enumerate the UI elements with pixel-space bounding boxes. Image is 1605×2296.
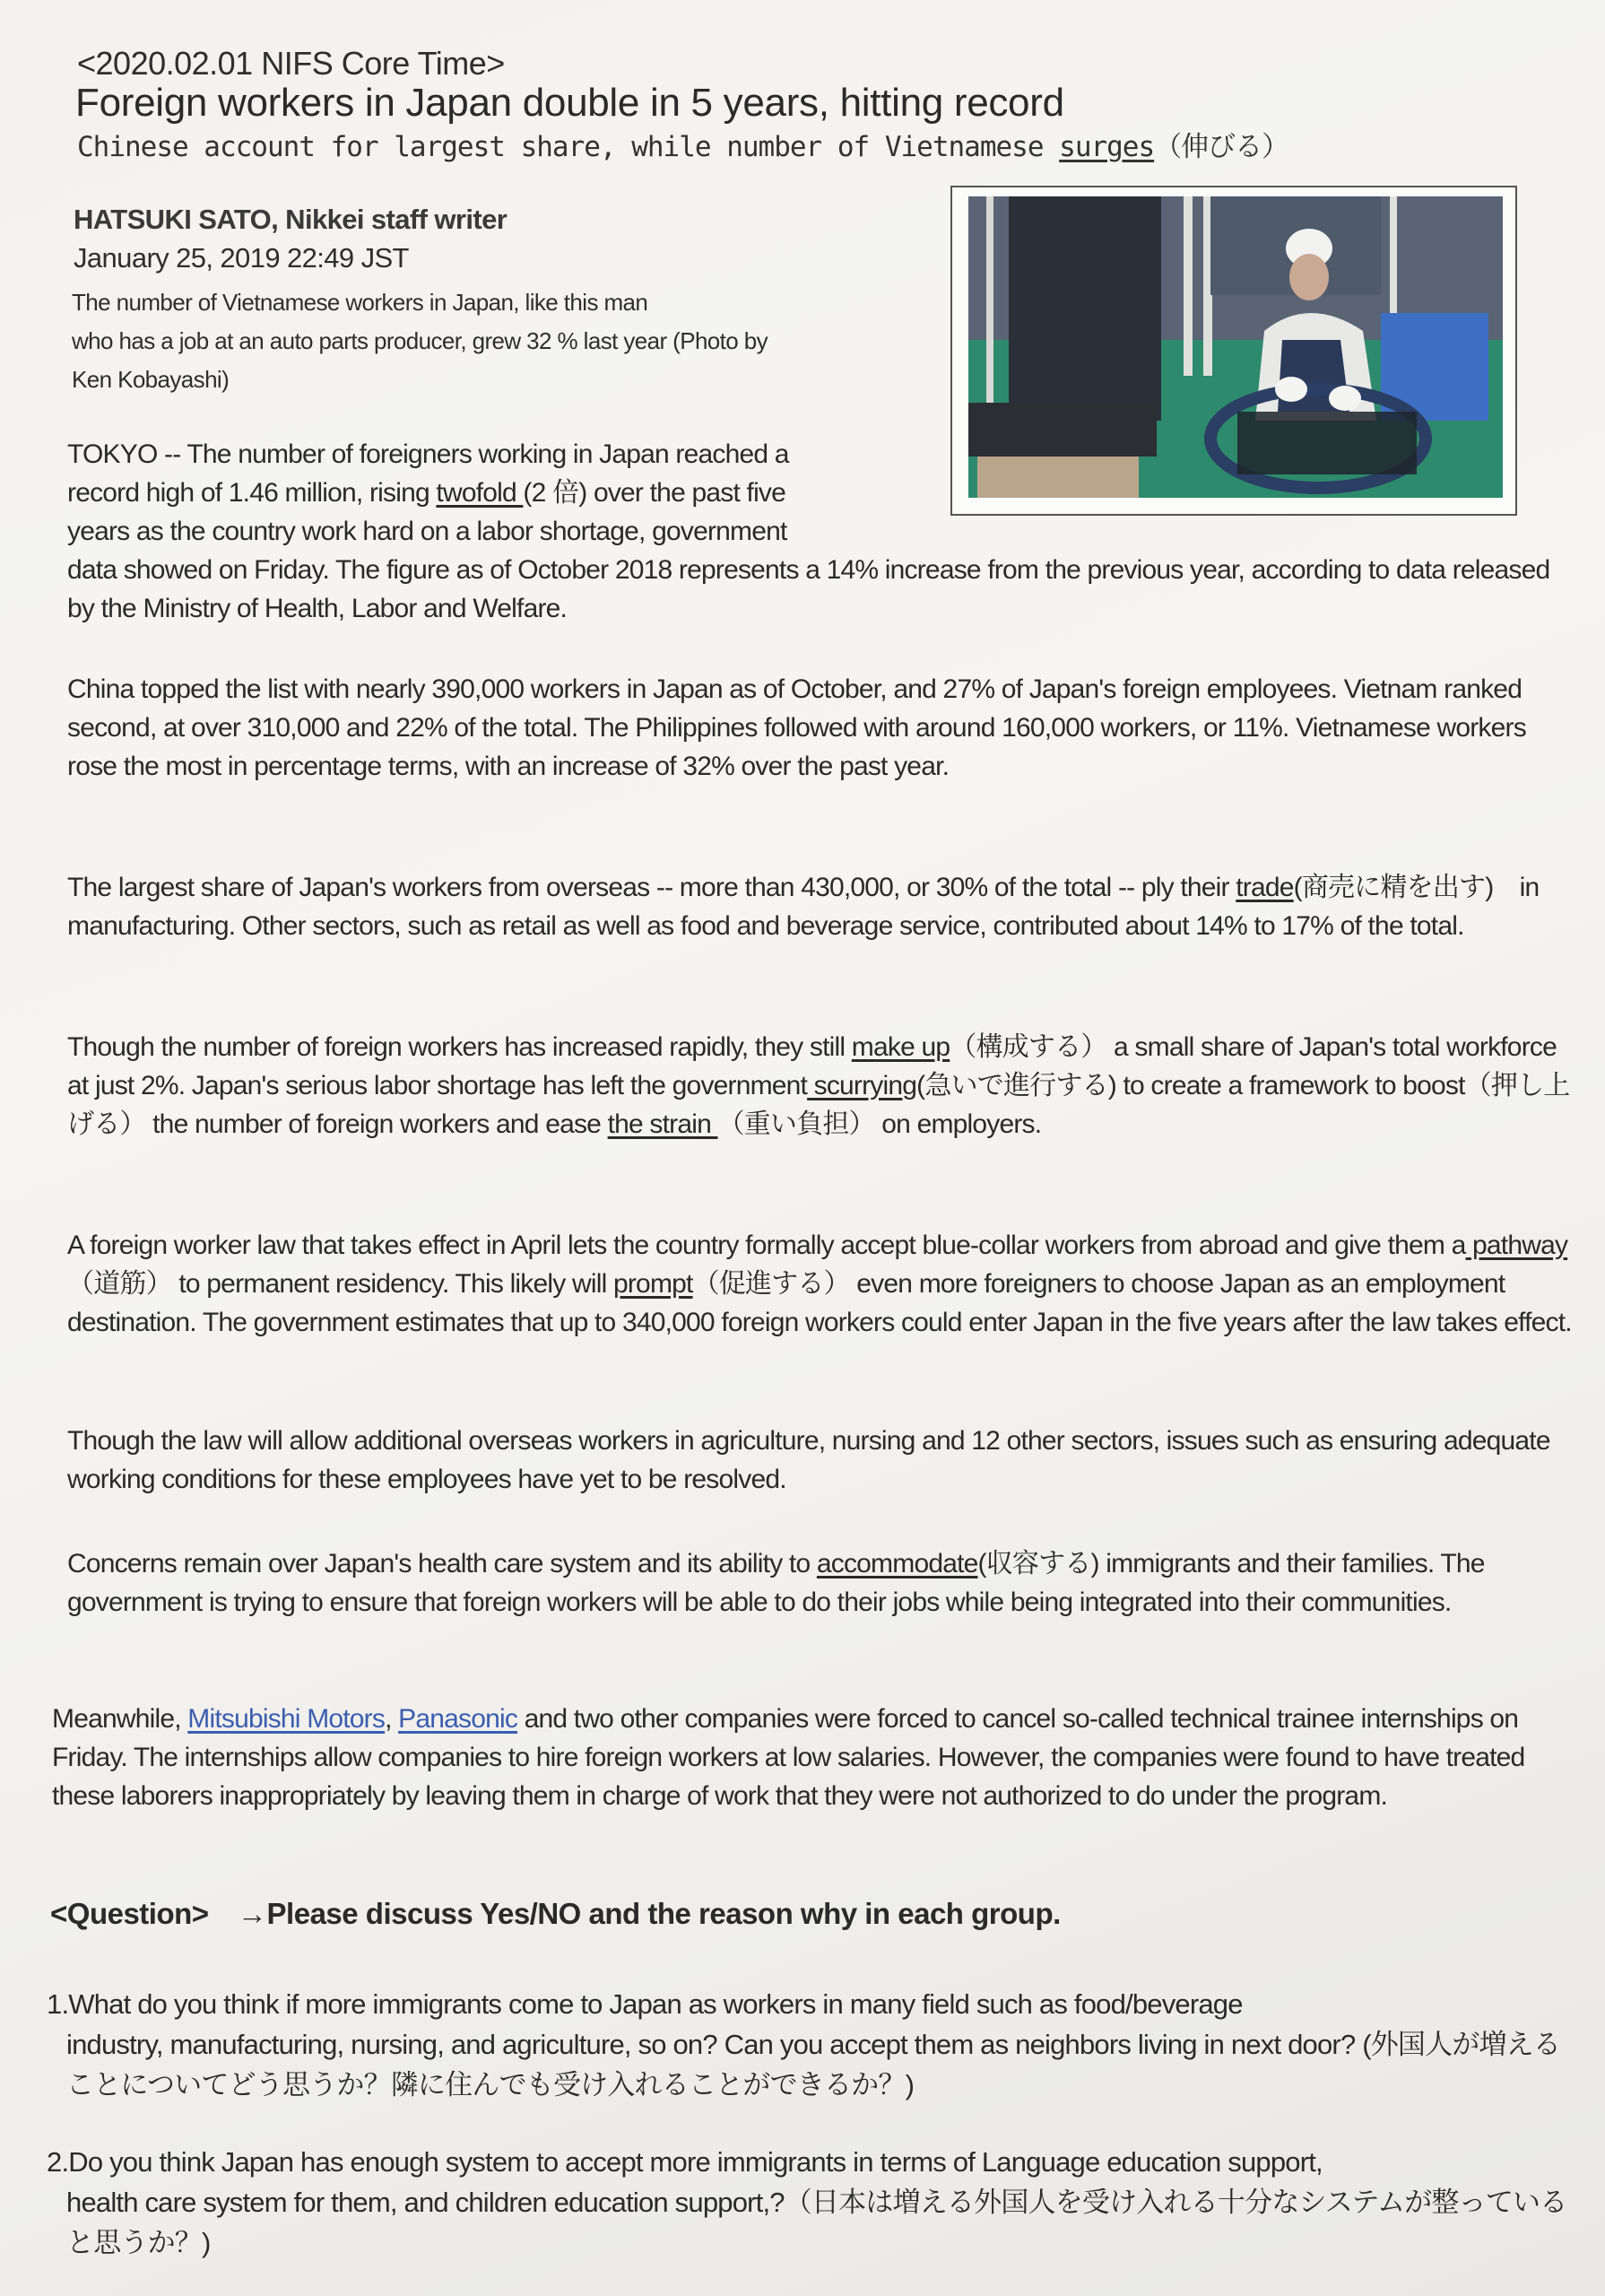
article-paragraph-6: Though the law will allow additional overseas workers in agriculture, nursing and 12 other sectors, issues such as ensuring adequate working conditions for these employees have yet to be resolved. <box>67 1426 1550 1494</box>
text-fragment: Meanwhile, <box>52 1704 188 1734</box>
gloss-pathway: （道筋） <box>67 1269 172 1299</box>
photo-machine-base <box>968 403 1157 457</box>
photo-machine-left <box>1009 196 1161 421</box>
gloss-prompt: （促進する） <box>692 1269 850 1299</box>
caption-line: The number of Vietnamese workers in Japan, like this man <box>72 289 648 316</box>
article-paragraph-8 <box>52 1700 1558 1815</box>
text-fragment: in manufacturing. Other sectors, such as retail as well as food and beverage service, contributed about 14% to 17% of the total. <box>67 873 1540 941</box>
question-first-line: 1.What do you think if more immigrants come to Japan as workers in many field such as food/beverage <box>47 1988 1243 2020</box>
gloss-trade: (商売に精を出す) <box>1293 873 1494 902</box>
text-fragment: to permanent residency. This likely will <box>171 1269 613 1299</box>
article-subtitle <box>77 124 1288 164</box>
factory-photo-illustration <box>968 196 1503 498</box>
text-line: TOKYO -- The number of foreigners working in Japan reached a <box>67 439 789 469</box>
gloss-accommodate: (収容する) <box>977 1549 1099 1578</box>
text-fragment: Though the number of foreign workers has increased rapidly, they still <box>67 1032 852 1062</box>
text-line: years as the country work hard on a labor shortage, government <box>67 517 787 546</box>
question-item-1 <box>47 1984 1571 2105</box>
question-first-line: 2.Do you think Japan has enough system to accept more immigrants in terms of Language education support, <box>47 2146 1323 2178</box>
photo-rack <box>1184 196 1193 376</box>
gloss-the-strain: （重い負担） <box>717 1109 875 1139</box>
question-item-2 <box>47 2142 1571 2263</box>
gloss-boost: （押し上げる） <box>67 1071 1570 1139</box>
vocab-prompt: prompt <box>612 1269 693 1299</box>
question-heading: <Question> →Please discuss Yes/NO and the reason why in each group. <box>50 1897 1061 1930</box>
author-byline: HATSUKI SATO, Nikkei staff writer <box>74 204 508 235</box>
photo-glove <box>1275 377 1307 402</box>
question-continuation: industry, manufacturing, nursing, and agriculture, so on? Can you accept them as neighbors living in next door? (外国人が増えることについてどう思うか？隣に住んでも受け入れることができるか？) <box>66 2029 1561 2100</box>
article-paragraph-4 <box>67 1028 1574 1144</box>
photo-box <box>977 457 1139 498</box>
text-fragment: and two other companies were forced to cancel so-called technical trainee internships on Friday. The internships allow companies to hire foreign workers at low salaries. However, the companies were found to have treated these laborers inappropriately by leaving them in charge of work that they were not authorized to do under the program. <box>52 1704 1525 1811</box>
vocab-accommodate: accommodate <box>816 1549 978 1578</box>
vocab-pathway: pathway <box>1465 1231 1568 1260</box>
text-fragment: on employers. <box>874 1109 1042 1139</box>
photo-rack <box>986 196 993 403</box>
vocab-surges: surges <box>1059 131 1155 163</box>
text-fragment: to create a framework to boost <box>1115 1071 1465 1100</box>
photo-caption <box>72 283 897 399</box>
article-paragraph-5 <box>67 1226 1574 1342</box>
caption-line: who has a job at an auto parts producer, grew 32 % last year (Photo by <box>72 327 768 354</box>
vocab-scurrying: scurrying <box>807 1071 917 1100</box>
article-paragraph-1-cont: data showed on Friday. The figure as of October 2018 represents a 14% increase from the previous year, according to data released by the Ministry of Health, Labor and Welfare. <box>67 555 1550 623</box>
photo-part-jig <box>1237 412 1417 474</box>
article-paragraph-7 <box>67 1544 1574 1622</box>
factory-worker-photo <box>968 196 1503 498</box>
text-fragment: the number of foreign workers and ease <box>145 1109 608 1139</box>
text-fragment: immigrants and their families. The government is trying to ensure that foreign workers will be able to do their jobs while being integrated into their communities. <box>67 1549 1485 1617</box>
photo-frame <box>950 186 1517 516</box>
gloss-scurrying: (急いで進行する) <box>916 1071 1116 1100</box>
gloss-surges: （伸びる） <box>1154 131 1289 163</box>
text-fragment: A foreign worker law that takes effect in April lets the country formally accept blue-collar workers from abroad and give them a <box>67 1231 1466 1260</box>
publish-date: January 25, 2019 22:49 JST <box>74 242 409 274</box>
article-paragraph-1-intro <box>67 435 955 551</box>
vocab-make-up: make up <box>851 1032 950 1062</box>
text-fragment: Concerns remain over Japan's health care system and its ability to <box>67 1549 817 1578</box>
caption-line: Ken Kobayashi) <box>72 366 230 393</box>
vocab-trade: trade <box>1236 873 1294 902</box>
question-continuation: health care system for them, and children education support,?（日本は増える外国人を受け入れる十分なシステムが整っていると思うか？) <box>66 2187 1567 2258</box>
photo-face <box>1289 254 1329 300</box>
text-fragment: record high of 1.46 million, rising <box>67 478 437 508</box>
gloss-make-up: （構成する） <box>950 1032 1107 1062</box>
vocab-the-strain: the strain <box>607 1109 718 1139</box>
article-paragraph-2: China topped the list with nearly 390,000 workers in Japan as of October, and 27% of Japan's foreign employees. Vietnam ranked second, at over 310,000 and 22% of the total. The Philippines followed with around 160,000 workers, or 11%. Vietnamese workers rose the most in percentage terms, with an increase of 32% over the past year. <box>67 674 1526 781</box>
photo-glove <box>1329 386 1361 411</box>
text-fragment: , <box>385 1704 399 1734</box>
link-panasonic[interactable]: Panasonic <box>398 1704 518 1734</box>
text-fragment: The largest share of Japan's workers from overseas -- more than 430,000, or 30% of the total -- ply their <box>67 873 1236 902</box>
text-fragment: a small share of Japan's total workforce at just 2%. Japan's serious labor shortage has left the government <box>67 1032 1557 1100</box>
article-paragraph-3 <box>67 868 1574 945</box>
vocab-twofold: twofold <box>436 478 524 508</box>
session-label: <2020.02.01 NIFS Core Time> <box>77 45 505 82</box>
link-mitsubishi-motors[interactable]: Mitsubishi Motors <box>187 1704 386 1734</box>
text-fragment: even more foreigners to choose Japan as an employment destination. The government estimates that up to 340,000 foreign workers could enter Japan in the five years after the law takes effect. <box>67 1269 1572 1337</box>
text-fragment: (2 倍) over the past five <box>523 478 786 508</box>
article-title: Foreign workers in Japan double in 5 years, hitting record <box>75 81 1064 125</box>
text-line <box>67 474 955 512</box>
subtitle-text: Chinese account for largest share, while number of Vietnamese <box>77 131 1060 163</box>
